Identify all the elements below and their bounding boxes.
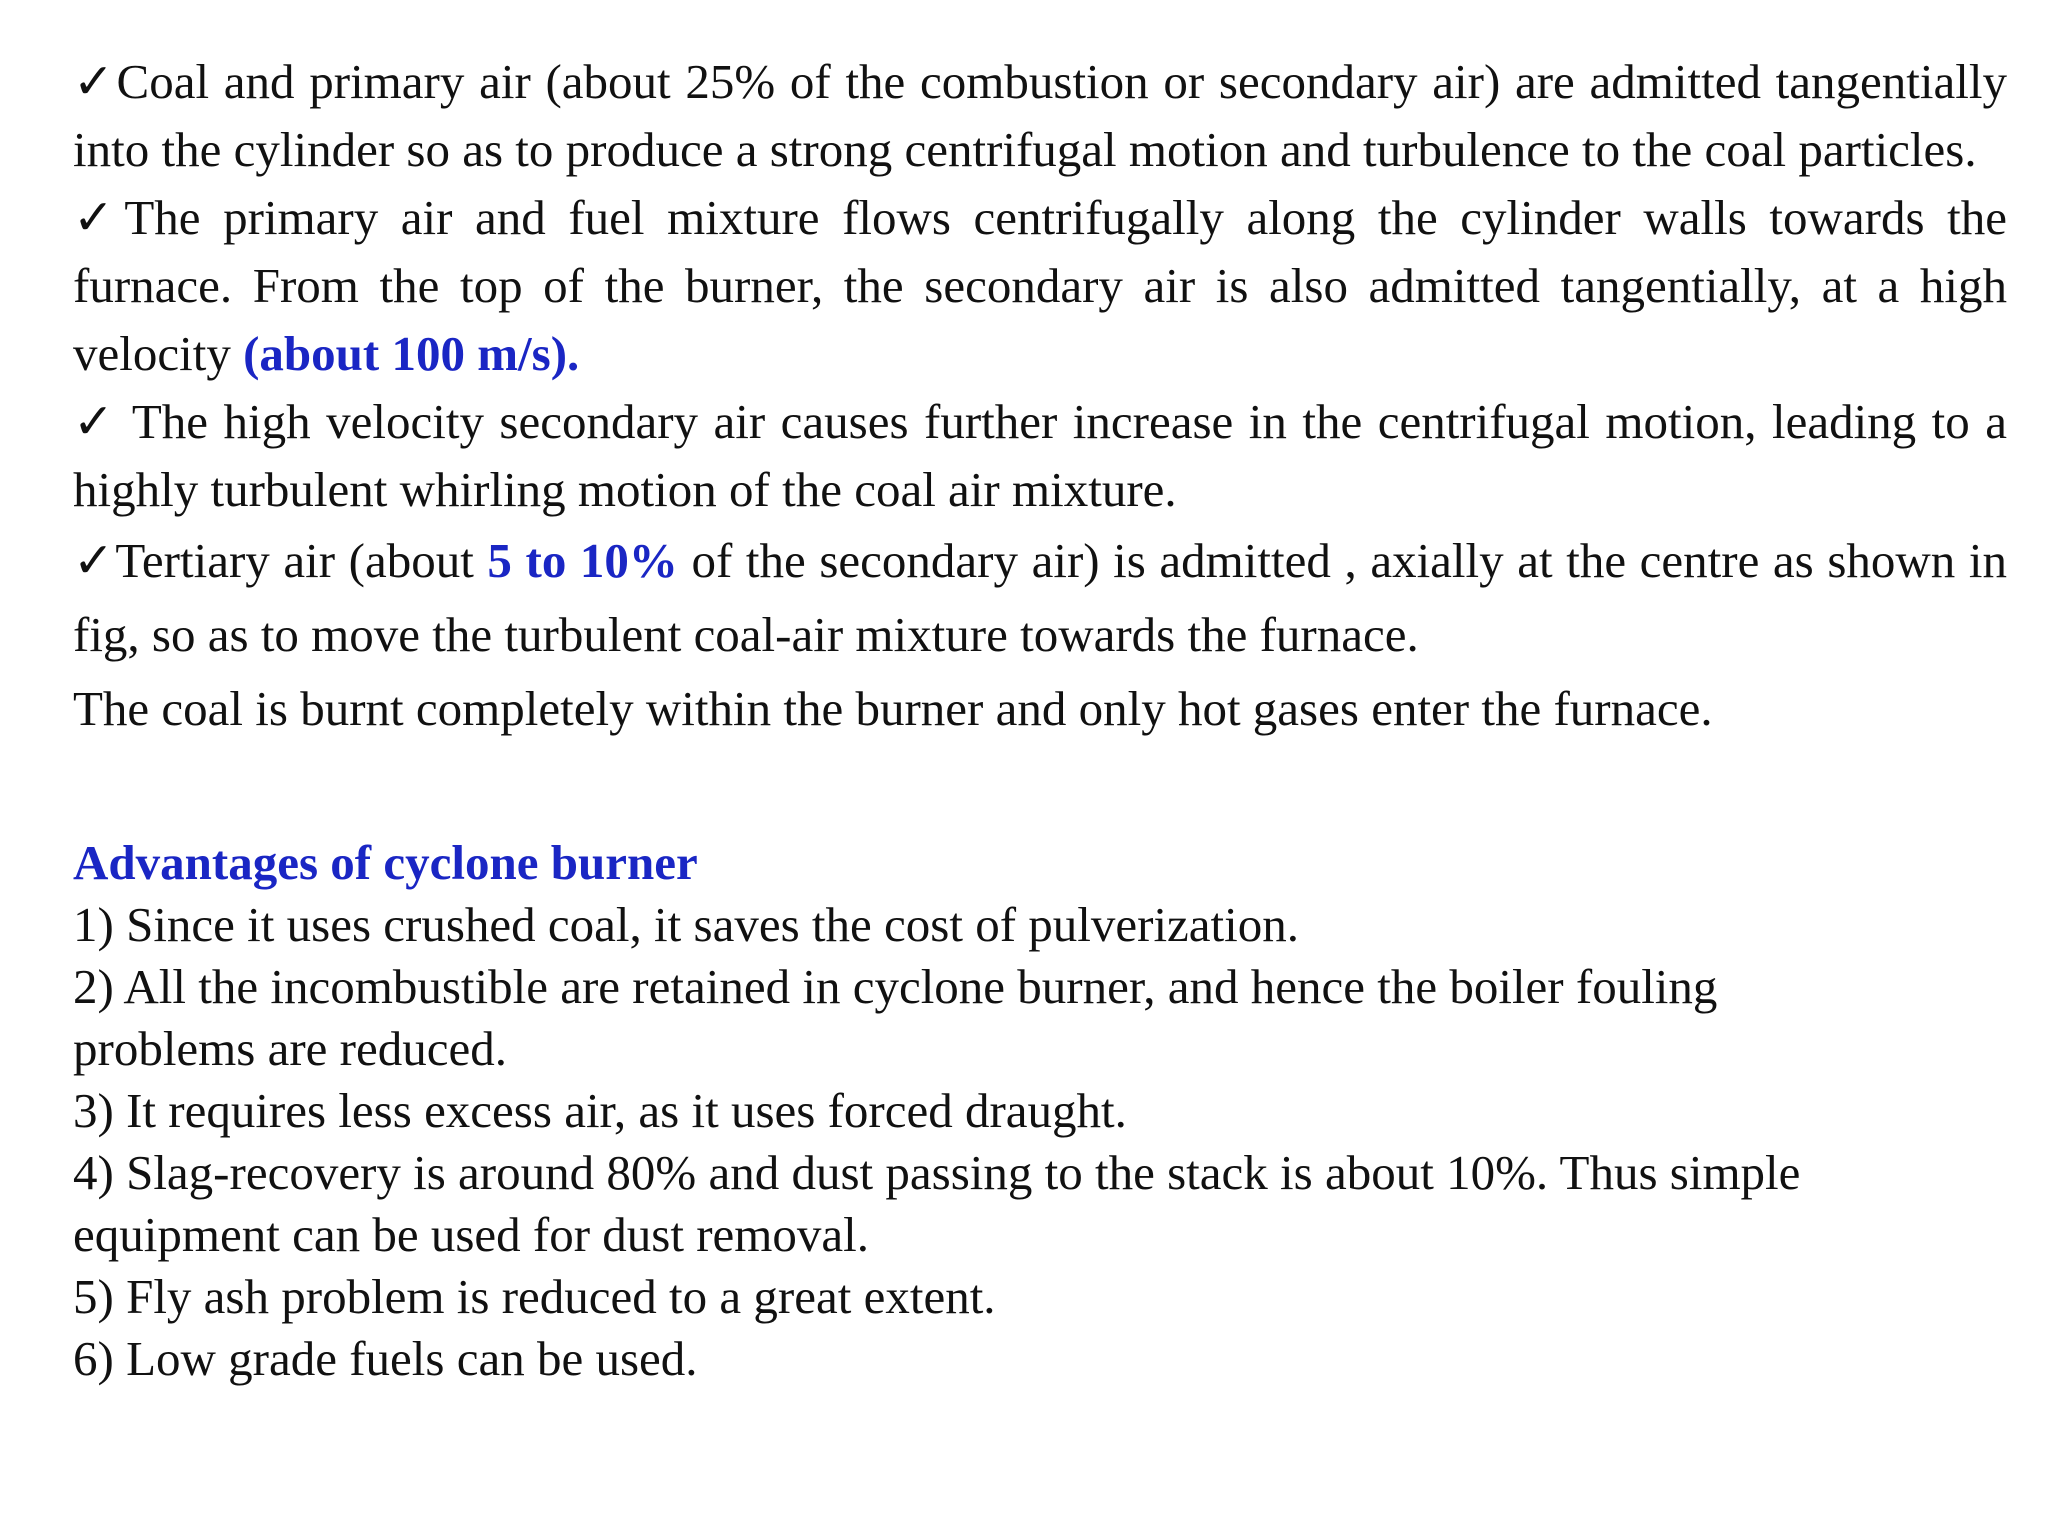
check-icon: ✓ <box>73 190 125 245</box>
check-icon: ✓ <box>73 533 116 588</box>
check-icon: ✓ <box>73 54 117 109</box>
bullet-paragraph-1 <box>73 48 2007 184</box>
bullet-text: of the secondary air) is admitted , axially at the centre as shown in fig, so as to move the turbulent coal-air mixture towards the furnace. <box>73 533 2007 662</box>
bullet-text: Coal and primary air (about 25% of the combustion or secondary air) are admitted tangentially into the cylinder so as to produce a strong centrifugal motion and turbulence to the coal particles. <box>73 54 2007 177</box>
advantages-heading: Advantages of cyclone burner <box>73 835 698 890</box>
advantage-item: 2) All the incombustible are retained in cyclone burner, and hence the boiler fouling problems are reduced. <box>73 959 1718 1076</box>
check-icon: ✓ <box>73 394 118 449</box>
slide-content <box>73 48 2007 1390</box>
bullet-paragraph-2 <box>73 184 2007 388</box>
bullet-paragraph-3 <box>73 388 2007 524</box>
advantage-item: 1) Since it uses crushed coal, it saves the cost of pulverization. <box>73 897 1300 952</box>
bullet-text: The primary air and fuel mixture flows centrifugally along the cylinder walls towards the furnace. From the top of the burner, the secondary air is also admitted tangentially, at a high velocity <box>73 190 2007 381</box>
closing-statement: The coal is burnt completely within the burner and only hot gases enter the furnace. <box>73 681 1713 736</box>
highlighted-percentage: 5 to 10% <box>487 533 678 588</box>
advantage-item: 6) Low grade fuels can be used. <box>73 1331 698 1386</box>
bullet-text: Tertiary air (about <box>115 533 488 588</box>
advantage-item: 3) It requires less excess air, as it uses forced draught. <box>73 1083 1127 1138</box>
bullet-text: The high velocity secondary air causes further increase in the centrifugal motion, leading to a highly turbulent whirling motion of the coal air mixture. <box>73 394 2007 517</box>
advantage-item: 4) Slag-recovery is around 80% and dust passing to the stack is about 10%. Thus simple equipment can be used for dust removal. <box>73 1145 1801 1262</box>
bullet-paragraph-4 <box>73 524 2007 672</box>
advantage-item: 5) Fly ash problem is reduced to a great extent. <box>73 1269 996 1324</box>
advantages-list <box>73 894 1903 1390</box>
highlighted-velocity: (about 100 m/s). <box>243 326 580 381</box>
